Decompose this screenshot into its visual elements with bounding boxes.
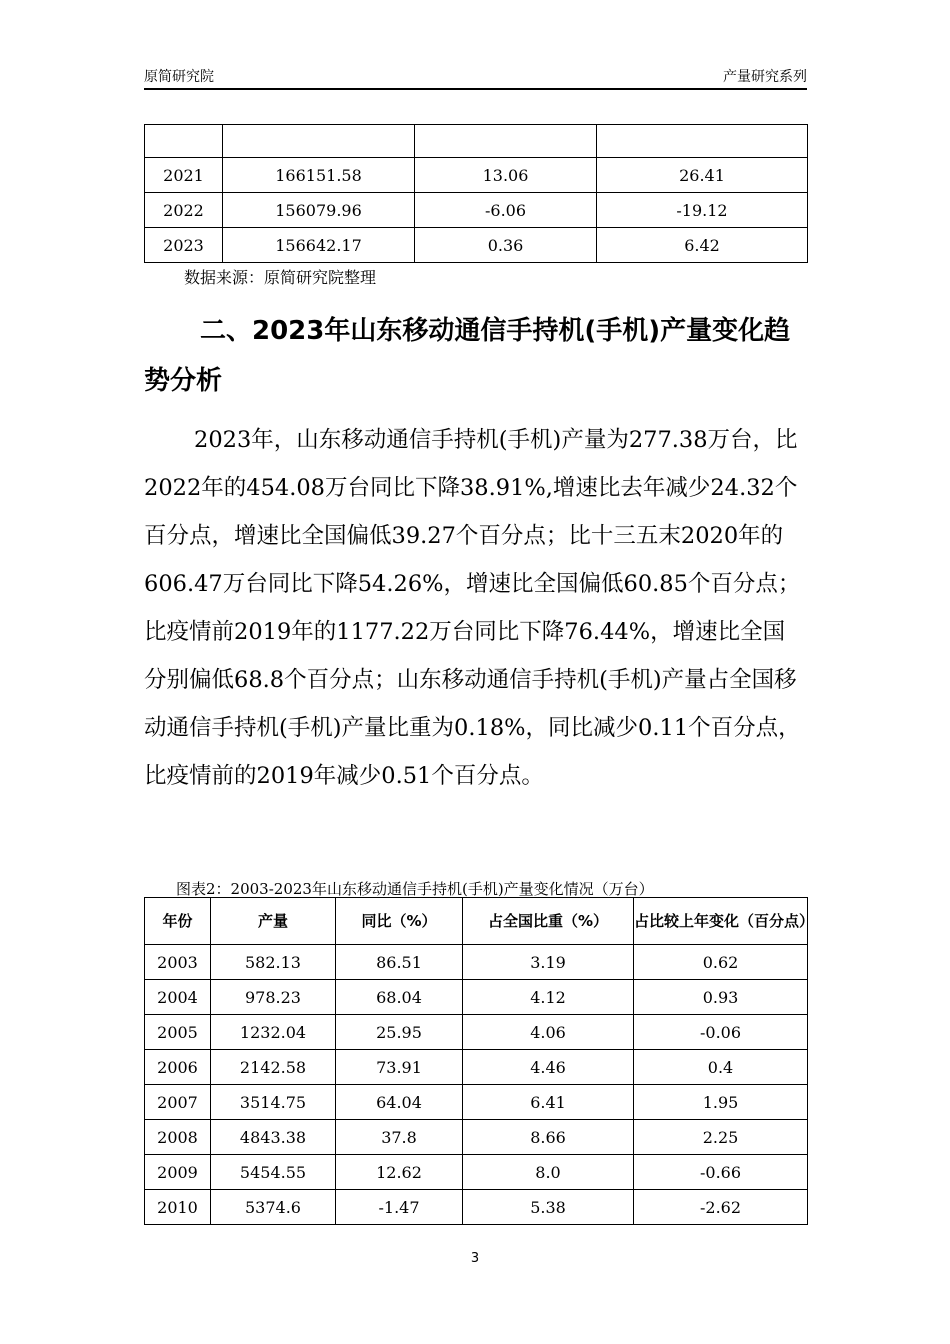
table-row: 2003 582.13 86.51 3.19 0.62 [145,945,808,980]
table-caption: 图表2：2003-2023年山东移动通信手持机(手机)产量变化情况（万台） [176,880,654,898]
data-source-note: 数据来源：原简研究院整理 [184,268,377,287]
table-row: 2007 3514.75 64.04 6.41 1.95 [145,1085,808,1120]
table-row: 2022 156079.96 -6.06 -19.12 [145,193,808,228]
table-header-row: 年份 产量 同比（%） 占全国比重（%） 占比较上年变化（百分点） [145,898,808,945]
table-row: 2009 5454.55 12.62 8.0 -0.66 [145,1155,808,1190]
page-header [144,66,807,90]
table-row: 2023 156642.17 0.36 6.42 [145,228,808,263]
header-series: 产量研究系列 [723,69,807,85]
section-heading: 二、2023年山东移动通信手持机(手机)产量变化趋势分析 [144,316,791,396]
table-row: 2021 166151.58 13.06 26.41 [145,158,808,193]
table-row: 2004 978.23 68.04 4.12 0.93 [145,980,808,1015]
header-org: 原简研究院 [144,69,214,85]
production-table [144,897,815,1225]
table-row: 2010 5374.6 -1.47 5.38 -2.62 [145,1190,808,1225]
table-continued [144,124,808,263]
table-row [145,125,808,158]
table-row: 2005 1232.04 25.95 4.06 -0.06 [145,1015,808,1050]
page-number: 3 [470,1251,480,1266]
body-paragraph: 2023年，山东移动通信手持机(手机)产量为277.38万台，比2022年的454.08万台同比下降38.91%,增速比去年减少24.32个百分点，增速比全国偏低39.27个百分点；比十三五末2020年的606.47万台同比下降54.26%，增速比全国偏低60.85个百分点；比疫情前2019年的1177.22万台同比下降76.44%，增速比全国分别偏低68.8个百分点；山东移动通信手持机(手机)产量占全国移动通信手持机(手机)产量比重为0.18%，同比减少0.11个百分点，比疫情前的2019年减少0.51个百分点。 [144,427,801,789]
table-row: 2008 4843.38 37.8 8.66 2.25 [145,1120,808,1155]
table-row: 2006 2142.58 73.91 4.46 0.4 [145,1050,808,1085]
